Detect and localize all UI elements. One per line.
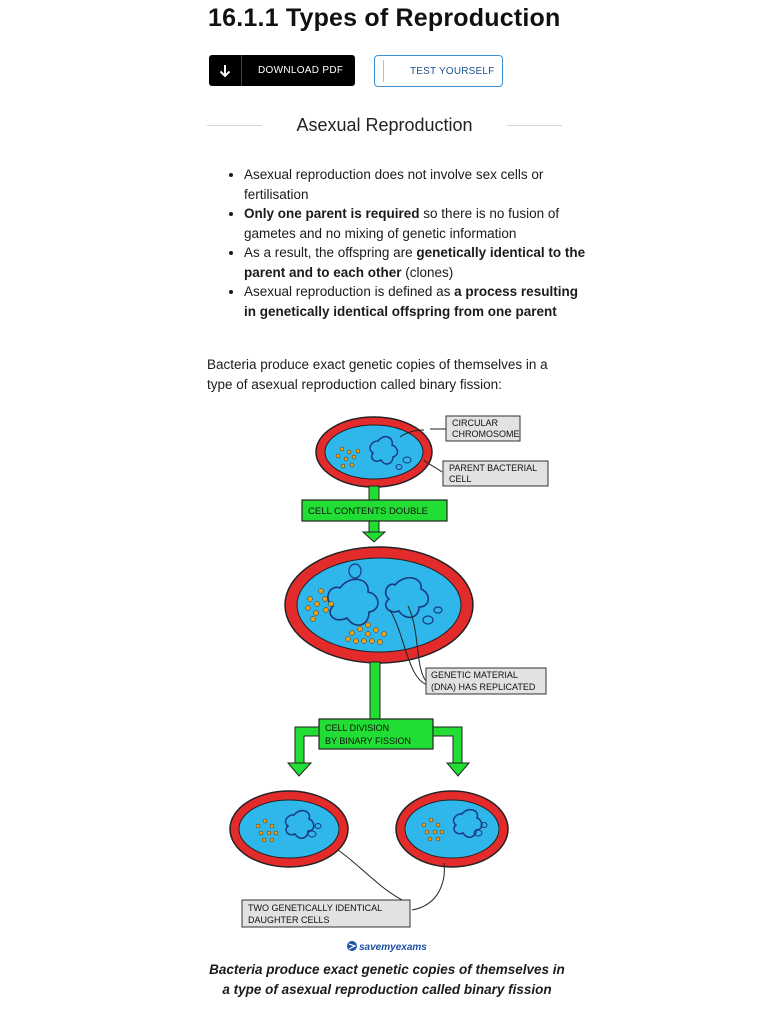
step-cell-contents-double: CELL CONTENTS DOUBLE (308, 506, 429, 517)
label-parent-cell-2: CELL (449, 474, 472, 484)
label-daughter-cells-2: DAUGHTER CELLS (248, 915, 330, 925)
bullet-bold-text: a process resulting in genetically identical offspring from one parent (244, 284, 578, 319)
section-heading (207, 112, 562, 138)
bullet-item (244, 165, 589, 204)
download-pdf-label: DOWNLOAD PDF (258, 65, 344, 76)
bullet-bold-text: genetically identical to the parent and to each other (244, 245, 586, 280)
label-daughter-cells-1: TWO GENETICALLY IDENTICAL (248, 903, 383, 913)
divider-right (507, 125, 562, 126)
bullet-text: Asexual reproduction does not involve sex cells or fertilisation (244, 167, 544, 202)
step-cell-division-1: CELL DIVISION (325, 723, 390, 733)
section-heading-text: Asexual Reproduction (296, 115, 473, 135)
label-circular-chromosome-1: CIRCULAR (452, 418, 499, 428)
test-yourself-button[interactable] (374, 55, 503, 87)
bullet-bold-text: Only one parent is required (244, 206, 420, 221)
step-cell-division-2: BY BINARY FISSION (325, 736, 412, 746)
bullet-text: Asexual reproduction is defined as (244, 284, 455, 299)
download-arrow-icon (209, 55, 242, 86)
label-genetic-material-2: (DNA) HAS REPLICATED (431, 682, 536, 692)
parent-cell (316, 417, 432, 487)
brand-logo (347, 941, 427, 953)
download-pdf-button[interactable] (209, 55, 355, 86)
daughter-cell-left (230, 791, 348, 867)
label-genetic-material-1: GENETIC MATERIAL (431, 670, 518, 680)
test-yourself-label: TEST YOURSELF (410, 65, 495, 77)
figure-caption: Bacteria produce exact genetic copies of themselves in a type of asexual reproduction called binary fission (209, 962, 565, 997)
bullet-text: so there is no fusion of gametes and no mixing of genetic information (244, 206, 560, 241)
test-icon (377, 60, 384, 82)
daughter-cell-right (396, 791, 508, 867)
bullet-text: (clones) (401, 264, 454, 280)
bullet-text: As a result, the offspring are (244, 245, 417, 260)
doubled-cell (285, 547, 473, 663)
page-title: 16.1.1 Types of Reproduction (208, 4, 561, 32)
intro-paragraph: Bacteria produce exact genetic copies of themselves in a type of asexual reproduction called binary fission: (207, 357, 548, 392)
bullet-item (244, 243, 589, 282)
bullet-list (226, 165, 589, 321)
binary-fission-diagram (200, 405, 580, 955)
label-parent-cell-1: PARENT BACTERIAL (449, 463, 538, 473)
bullet-item (244, 204, 589, 243)
brand-text: savemyexams (359, 942, 427, 953)
label-circular-chromosome-2: CHROMOSOME (452, 429, 520, 439)
bullet-item (244, 282, 589, 321)
